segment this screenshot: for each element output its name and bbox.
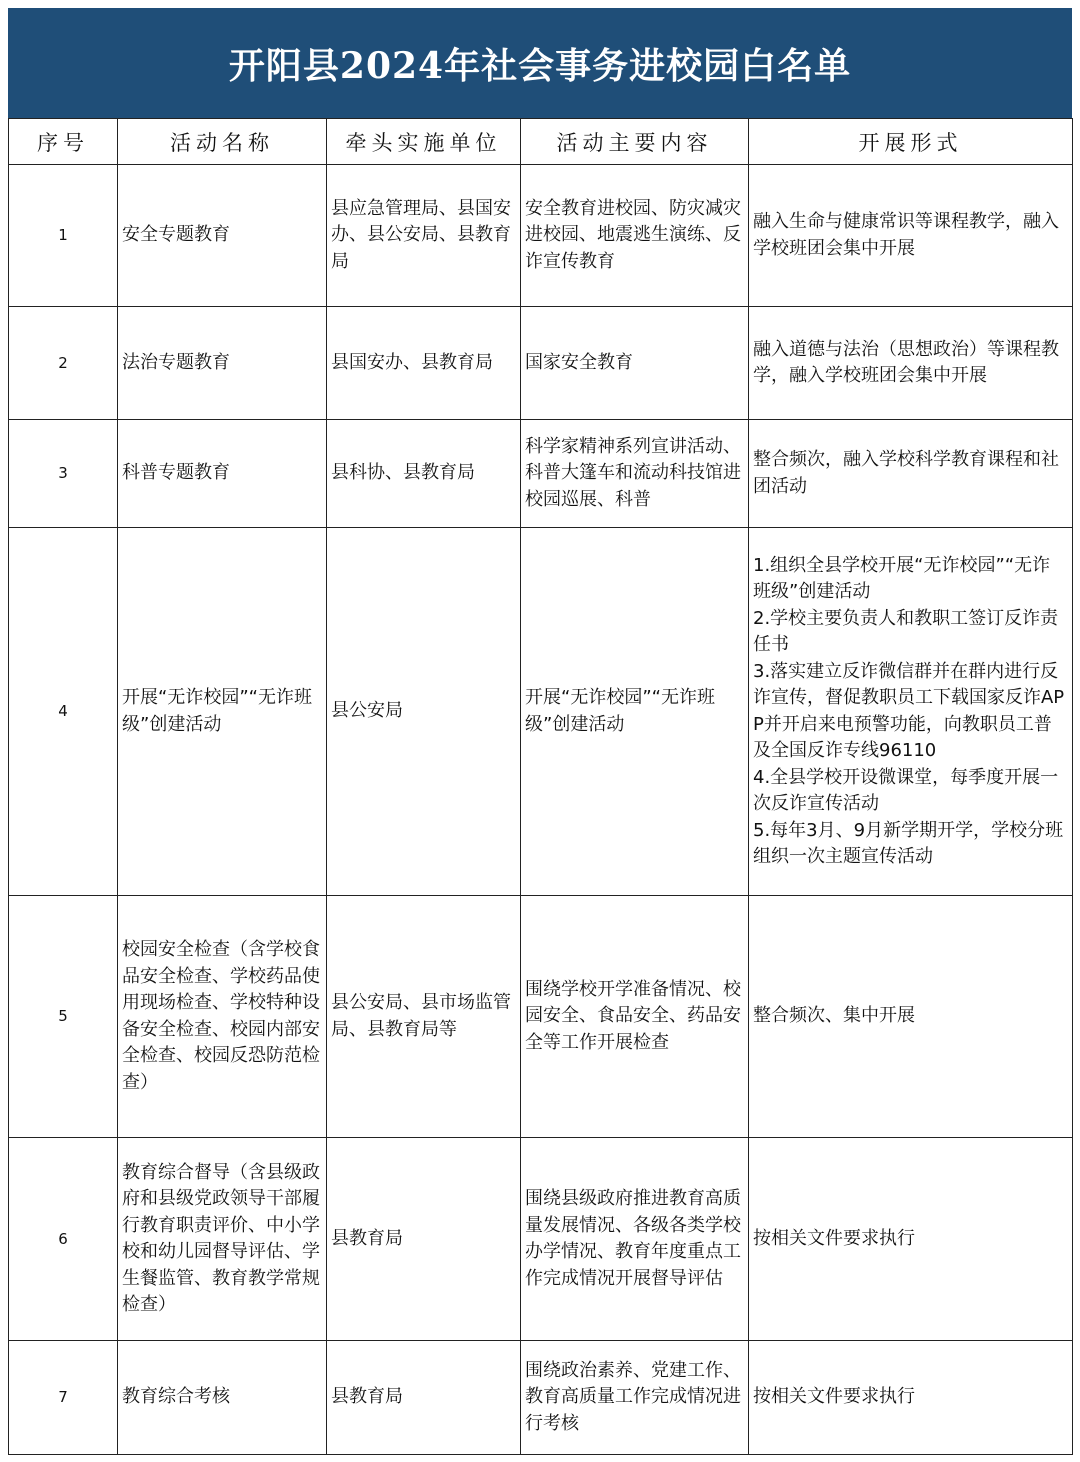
lead-unit: 县教育局 [327, 1341, 521, 1455]
page-title: 开阳县2024年社会事务进校园白名单 [228, 44, 852, 87]
activity-format: 整合频次、集中开展 [749, 896, 1073, 1138]
header-no: 序号 [9, 119, 118, 165]
row-number: 7 [9, 1341, 118, 1455]
activity-name: 教育综合考核 [118, 1341, 327, 1455]
header-format: 开展形式 [749, 119, 1073, 165]
table-row [9, 307, 1073, 420]
row-number: 2 [9, 307, 118, 420]
header-main-content: 活动主要内容 [521, 119, 749, 165]
lead-unit: 县国安办、县教育局 [327, 307, 521, 420]
format-item: 4.全县学校开设微课堂，每季度开展一次反诈宣传活动 [753, 766, 1059, 814]
format-item: 1.组织全县学校开展“无诈校园”“无诈班级”创建活动 [753, 554, 1051, 602]
activity-format [749, 528, 1073, 896]
activity-format: 融入道德与法治（思想政治）等课程教学，融入学校班团会集中开展 [749, 307, 1073, 420]
main-content: 国家安全教育 [521, 307, 749, 420]
row-number: 4 [9, 528, 118, 896]
table-row [9, 1138, 1073, 1341]
activity-name: 安全专题教育 [118, 165, 327, 307]
header-activity-name: 活动名称 [118, 119, 327, 165]
main-content: 安全教育进校园、防灾减灾进校园、地震逃生演练、反诈宣传教育 [521, 165, 749, 307]
header-lead-unit: 牵头实施单位 [327, 119, 521, 165]
row-number: 1 [9, 165, 118, 307]
table-row [9, 165, 1073, 307]
row-number: 6 [9, 1138, 118, 1341]
whitelist-table [8, 118, 1073, 1455]
row-number: 5 [9, 896, 118, 1138]
main-content: 科学家精神系列宣讲活动、科普大篷车和流动科技馆进校园巡展、科普 [521, 420, 749, 528]
activity-format: 按相关文件要求执行 [749, 1138, 1073, 1341]
lead-unit: 县公安局、县市场监管局、县教育局等 [327, 896, 521, 1138]
activity-format: 整合频次，融入学校科学教育课程和社团活动 [749, 420, 1073, 528]
main-content: 围绕学校开学准备情况、校园安全、食品安全、药品安全等工作开展检查 [521, 896, 749, 1138]
main-content: 围绕县级政府推进教育高质量发展情况、各级各类学校办学情况、教育年度重点工作完成情况开展督导评估 [521, 1138, 749, 1341]
activity-name: 开展“无诈校园”“无诈班级”创建活动 [118, 528, 327, 896]
lead-unit: 县公安局 [327, 528, 521, 896]
lead-unit: 县应急管理局、县国安办、县公安局、县教育局 [327, 165, 521, 307]
table-header-row [9, 119, 1073, 165]
activity-format: 按相关文件要求执行 [749, 1341, 1073, 1455]
activity-format: 融入生命与健康常识等课程教学，融入学校班团会集中开展 [749, 165, 1073, 307]
table-row [9, 1341, 1073, 1455]
lead-unit: 县科协、县教育局 [327, 420, 521, 528]
format-item: 5.每年3月、9月新学期开学，学校分班组织一次主题宣传活动 [753, 819, 1064, 867]
activity-name: 教育综合督导（含县级政府和县级党政领导干部履行教育职责评价、中小学校和幼儿园督导评估、学生餐监管、教育教学常规检查） [118, 1138, 327, 1341]
title-banner [8, 8, 1072, 118]
table-row [9, 896, 1073, 1138]
table-row [9, 528, 1073, 896]
format-item: 3.落实建立反诈微信群并在群内进行反诈宣传，督促教职员工下载国家反诈APP并开启来电预警功能，向教职员工普及全国反诈专线96110 [753, 660, 1065, 761]
activity-name: 法治专题教育 [118, 307, 327, 420]
activity-name: 校园安全检查（含学校食品安全检查、学校药品使用现场检查、学校特种设备安全检查、校园内部安全检查、校园反恐防范检查） [118, 896, 327, 1138]
main-content: 开展“无诈校园”“无诈班级”创建活动 [521, 528, 749, 896]
table-row [9, 420, 1073, 528]
lead-unit: 县教育局 [327, 1138, 521, 1341]
row-number: 3 [9, 420, 118, 528]
main-content: 围绕政治素养、党建工作、教育高质量工作完成情况进行考核 [521, 1341, 749, 1455]
format-item: 2.学校主要负责人和教职工签订反诈责任书 [753, 607, 1059, 655]
activity-name: 科普专题教育 [118, 420, 327, 528]
